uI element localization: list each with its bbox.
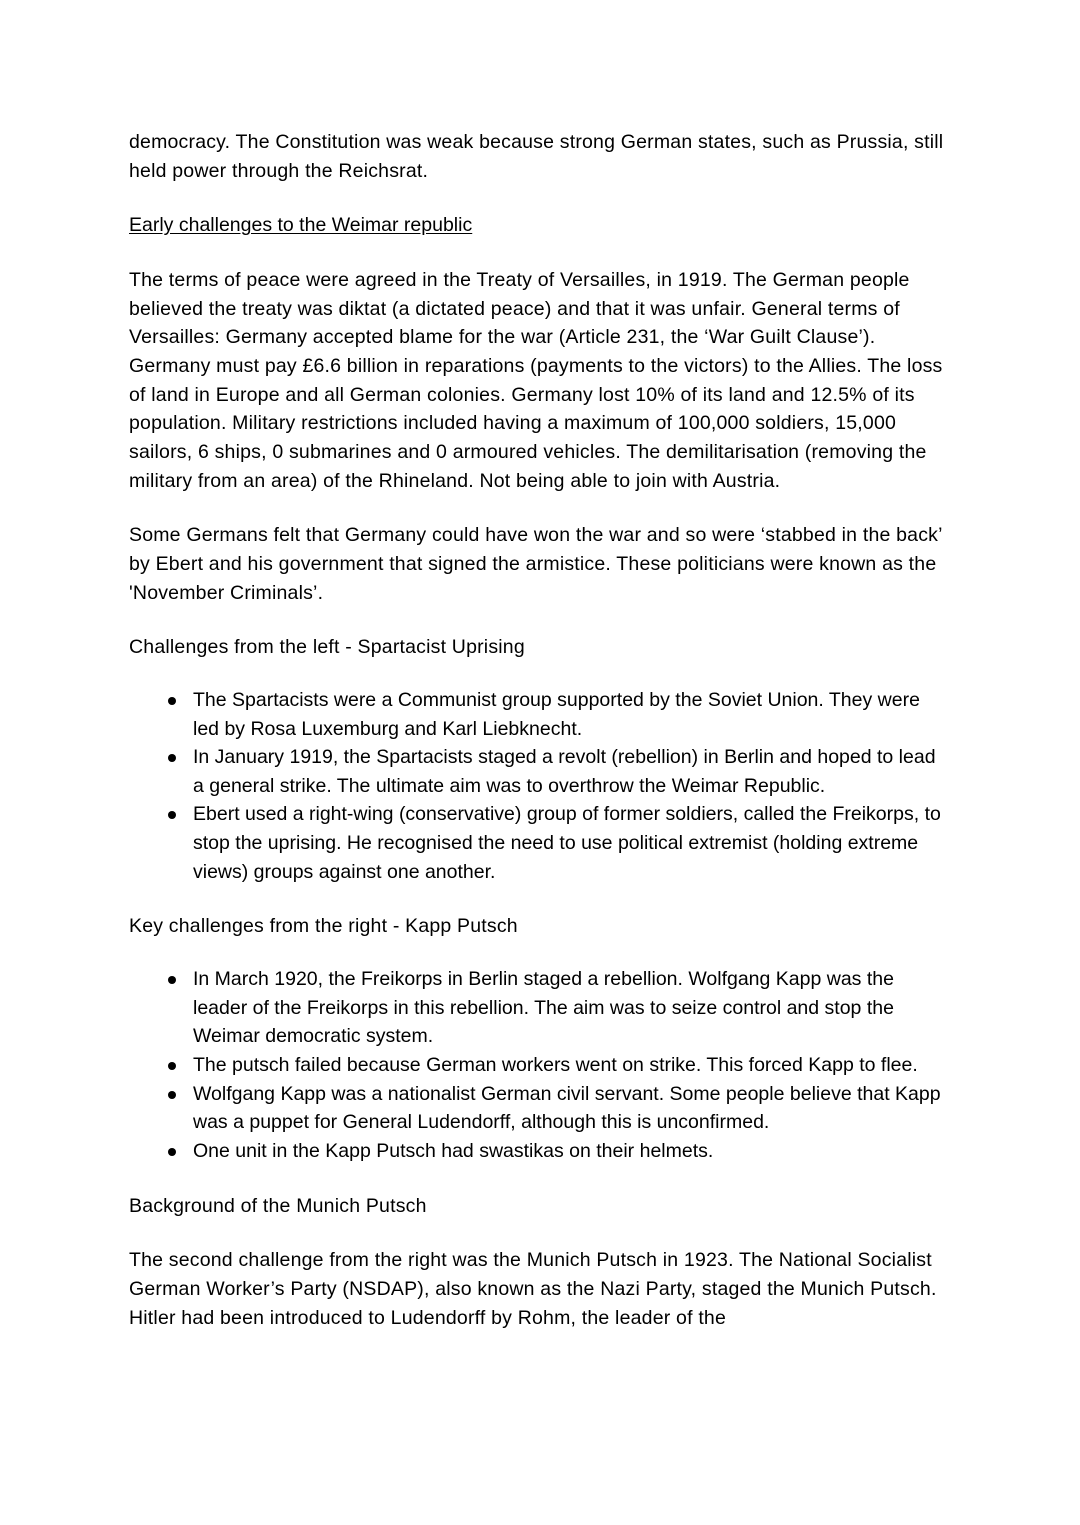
paragraph-treaty-of-versailles: The terms of peace were agreed in the Treaty of Versailles, in 1919. The German people believed the treaty was diktat (a dictated peace) and that it was unfair. General terms of Versailles: Germany accepted blame for the war (Article 231, the ‘War Guilt Clause’). Germany must pay £6.6 billion in reparations (payments to the victors) to the Allies. The loss of land in Europe and all German colonies. Germany lost 10% of its land and 12.5% of its population. Military restrictions included having a maximum of 100,000 soldiers, 15,000 sailors, 6 ships, 0 submarines and 0 armoured vehicles. The demilitarisation (removing the military from an area) of the Rhineland. Not being able to join with Austria. — [129, 268, 943, 492]
subheading-background-munich-putsch: Background of the Munich Putsch — [129, 1194, 427, 1217]
paragraph-stab-in-the-back: Some Germans felt that Germany could have won the war and so were ‘stabbed in the back’ by Ebert and his government that signed the armistice. These politicians were known as the 'November Criminals’. — [129, 524, 942, 604]
list-item: In January 1919, the Spartacists staged a revolt (rebellion) in Berlin and hoped to lead a general strike. The ultimate aim was to overthrow the Weimar Republic. — [193, 743, 951, 800]
list-item: In March 1920, the Freikorps in Berlin staged a rebellion. Wolfgang Kapp was the leader of the Freikorps in this rebellion. The aim was to seize control and stop the Weimar democratic system. — [193, 965, 951, 1051]
list-item: One unit in the Kapp Putsch had swastikas on their helmets. — [193, 1137, 951, 1166]
subheading-challenges-from-left: Challenges from the left - Spartacist Uprising — [129, 636, 525, 659]
list-kapp-putsch — [129, 965, 951, 1166]
paragraph-munich-putsch: The second challenge from the right was the Munich Putsch in 1923. The National Socialist German Worker’s Party (NSDAP), also known as the Nazi Party, staged the Munich Putsch. Hitler had been introduced to Ludendorff by Rohm, the leader of the — [129, 1249, 937, 1329]
paragraph-continuation: democracy. The Constitution was weak because strong German states, such as Prussia, still held power through the Reichsrat. — [129, 131, 944, 182]
list-item: Wolfgang Kapp was a nationalist German civil servant. Some people believe that Kapp was a puppet for General Ludendorff, although this is unconfirmed. — [193, 1080, 951, 1137]
list-item: The Spartacists were a Communist group supported by the Soviet Union. They were led by Rosa Luxemburg and Karl Liebknecht. — [193, 686, 951, 743]
document-body — [129, 128, 951, 1332]
list-item: The putsch failed because German workers went on strike. This forced Kapp to flee. — [193, 1051, 951, 1080]
list-item: Ebert used a right-wing (conservative) group of former soldiers, called the Freikorps, to stop the uprising. He recognised the need to use political extremist (holding extreme views) groups against one another. — [193, 800, 951, 886]
list-spartacist-uprising — [129, 686, 951, 887]
subheading-challenges-from-right: Key challenges from the right - Kapp Putsch — [129, 915, 518, 938]
section-heading-early-challenges: Early challenges to the Weimar republic — [129, 214, 473, 237]
